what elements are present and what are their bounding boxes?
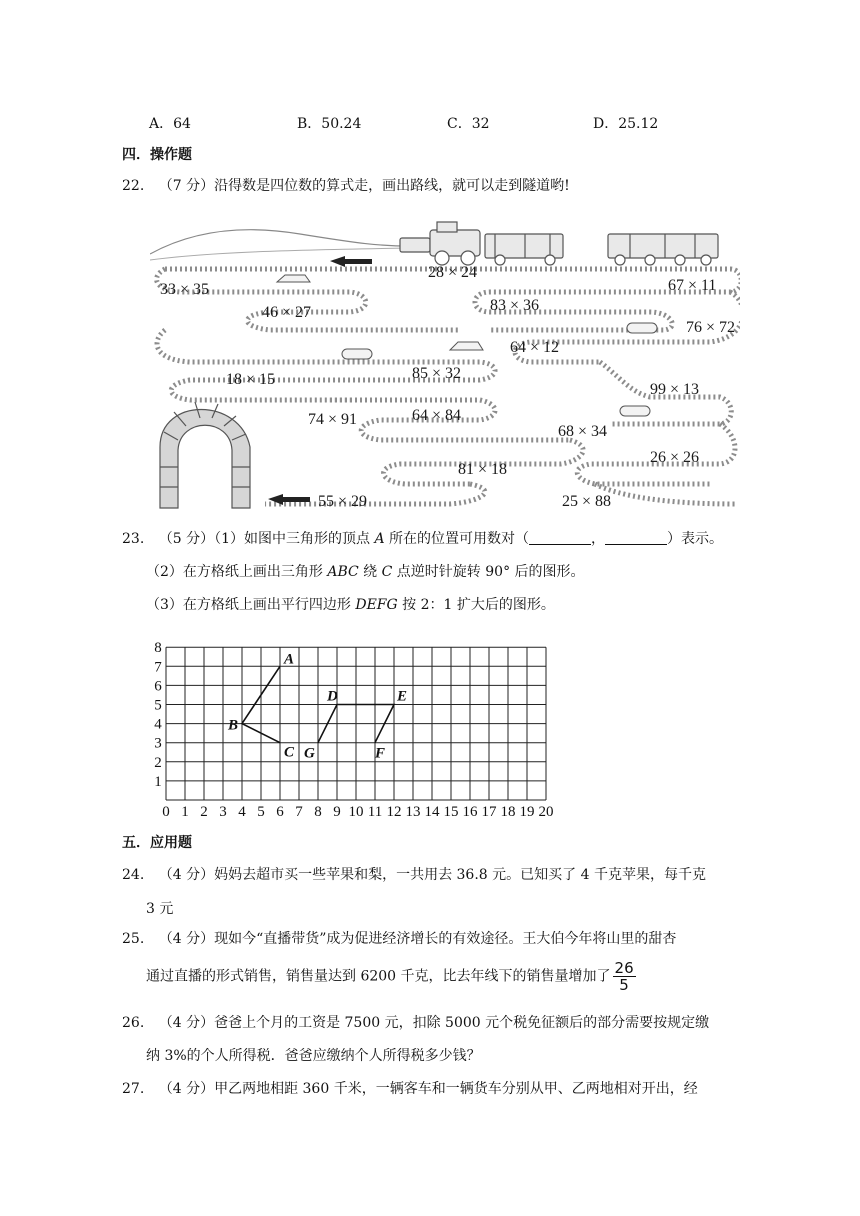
x-tick-label: 13	[405, 804, 421, 820]
question-24	[122, 865, 706, 885]
maze-expression[interactable]: 55 × 29	[318, 493, 368, 510]
option-value: 25.12	[618, 116, 659, 132]
x-tick-label: 8	[314, 804, 322, 820]
question-23-part3	[146, 595, 555, 615]
question-26-line2: 纳 3%的个人所得税．爸爸应缴纳个人所得税多少钱？	[146, 1048, 481, 1064]
x-tick-label: 6	[276, 804, 284, 820]
maze-expression[interactable]: 64 × 12	[510, 339, 560, 356]
question-25	[122, 929, 676, 949]
option-letter: C．	[447, 116, 472, 132]
question-text: （7 分）沿得数是四位数的算式走，画出路线，就可以走到隧道哟!	[158, 178, 570, 194]
option-value: 32	[471, 116, 490, 132]
option-letter: A．	[149, 116, 174, 132]
option-d	[593, 113, 658, 133]
answer-blank-y[interactable]	[605, 530, 667, 545]
y-tick-label: 1	[154, 773, 162, 790]
question-number: 23.	[122, 531, 145, 547]
maze-expression[interactable]: 68 × 34	[558, 423, 608, 440]
vertex-label-a: A	[284, 651, 295, 668]
x-tick-label: 10	[348, 804, 364, 820]
vertex-label-g: G	[304, 745, 315, 762]
maze-expression[interactable]: 64 × 84	[412, 407, 462, 424]
question-text: （4 分）现如今“直播带货”成为促进经济增长的有效途径。王大伯今年将山里的甜杏	[158, 931, 677, 947]
maze-expression[interactable]: 85 × 32	[412, 365, 462, 382]
x-tick-label: 11	[367, 804, 383, 820]
question-23	[122, 529, 723, 549]
section-heading: 五．应用题	[122, 835, 192, 851]
y-tick-label: 4	[154, 716, 162, 733]
section-heading: 四．操作题	[122, 147, 192, 163]
question-text: （4 分）爸爸上个月的工资是 7500 元，扣除 5000 元个税免征额后的部分需要按规定缴	[158, 1015, 710, 1031]
question-number: 25.	[122, 931, 145, 947]
x-tick-label: 9	[333, 804, 341, 820]
question-text-post: ）表示。	[667, 531, 724, 547]
maze-expression[interactable]: 99 × 13	[650, 381, 700, 398]
triangle-label: ABC	[327, 564, 359, 580]
maze-expression[interactable]: 26 × 26	[650, 449, 700, 466]
x-tick-label: 17	[481, 804, 497, 820]
maze-expression[interactable]: 33 × 35	[160, 281, 210, 298]
tunnel-icon	[160, 402, 250, 508]
comma: ，	[591, 531, 606, 547]
y-tick-label: 2	[154, 754, 162, 771]
text: （3）在方格纸上画出平行四边形	[146, 597, 356, 613]
x-tick-label: 3	[219, 804, 227, 820]
question-number: 24.	[122, 867, 145, 883]
x-tick-label: 12	[386, 804, 402, 820]
x-tick-label: 5	[257, 804, 265, 820]
vertex-label-f: F	[375, 745, 386, 762]
question-26	[122, 1013, 709, 1033]
maze-expression[interactable]: 76 × 72	[686, 319, 736, 336]
question-number: 27.	[122, 1081, 145, 1097]
question-25-line2	[146, 960, 636, 993]
point-label: A	[374, 531, 385, 547]
x-tick-label: 4	[238, 804, 246, 820]
text: （2）在方格纸上画出三角形	[146, 564, 328, 580]
text: 点逆时针旋转 90° 后的图形。	[392, 564, 585, 580]
fraction	[613, 960, 636, 993]
text: 按 2：1 扩大后的图形。	[397, 597, 555, 613]
vertex-label-b: B	[228, 717, 239, 734]
option-c	[447, 113, 490, 133]
answer-blank-x[interactable]	[529, 530, 591, 545]
x-tick-label: 14	[424, 804, 440, 820]
vertex-label-d: D	[327, 688, 338, 705]
x-tick-label: 7	[295, 804, 303, 820]
x-tick-label: 18	[500, 804, 516, 820]
maze-expression[interactable]: 46 × 27	[262, 304, 312, 321]
question-number: 22.	[122, 178, 145, 194]
train-icon	[400, 222, 718, 265]
question-text-mid: 所在的位置可用数对（	[384, 531, 530, 547]
y-tick-label: 3	[154, 735, 162, 752]
question-text-pre: （5 分）（1）如图中三角形的顶点	[158, 531, 375, 547]
x-tick-label: 0	[162, 804, 170, 820]
question-text: 通过直播的形式销售，销售量达到 6200 千克，比去年线下的销售量增加了	[146, 968, 611, 985]
parallelogram-label: DEFG	[355, 597, 398, 613]
x-tick-label: 19	[519, 804, 535, 820]
maze-expression[interactable]: 74 × 91	[308, 411, 358, 428]
option-letter: D．	[593, 116, 619, 132]
maze-expression[interactable]: 25 × 88	[562, 493, 612, 510]
vertex-label-e: E	[397, 688, 408, 705]
maze-expression[interactable]: 18 × 15	[226, 371, 276, 388]
question-27	[122, 1079, 698, 1099]
question-text: （4 分）甲乙两地相距 360 千米，一辆客车和一辆货车分别从甲、乙两地相对开出，经	[158, 1081, 698, 1097]
point-label: C	[381, 564, 393, 580]
coordinate-grid[interactable]	[148, 638, 558, 820]
question-number: 26.	[122, 1015, 145, 1031]
fraction-denominator: 5	[619, 976, 629, 994]
x-tick-label: 15	[443, 804, 459, 820]
y-tick-label: 8	[154, 640, 162, 657]
maze-expression[interactable]: 28 × 24	[428, 264, 478, 281]
fraction-numerator: 26	[614, 959, 634, 977]
question-text: （4 分）妈妈去超市买一些苹果和梨，一共用去 36.8 元。已知买了 4 千克苹果，每千克	[158, 867, 706, 883]
x-tick-label: 2	[200, 804, 208, 820]
x-tick-label: 20	[538, 804, 554, 820]
y-tick-label: 7	[154, 659, 162, 676]
y-tick-label: 6	[154, 678, 162, 695]
x-tick-label: 16	[462, 804, 478, 820]
question-24-line2: 3 元	[146, 901, 174, 917]
maze-expression[interactable]: 81 × 18	[458, 461, 508, 478]
maze-expression[interactable]: 67 × 11	[668, 277, 717, 294]
text: 绕	[358, 564, 382, 580]
question-22	[122, 176, 570, 196]
option-value: 64	[173, 116, 191, 132]
car-icon	[277, 275, 657, 416]
option-letter: B．	[297, 116, 322, 132]
option-a	[149, 113, 191, 133]
train-maze-illustration	[150, 212, 740, 512]
option-value: 50.24	[321, 116, 362, 132]
option-b	[297, 113, 361, 133]
x-tick-label: 1	[181, 804, 189, 820]
question-23-part2	[146, 562, 585, 582]
vertex-label-c: C	[284, 744, 295, 761]
y-tick-label: 5	[154, 697, 162, 714]
maze-expression[interactable]: 83 × 36	[490, 297, 540, 314]
start-arrow-icon	[330, 256, 372, 267]
